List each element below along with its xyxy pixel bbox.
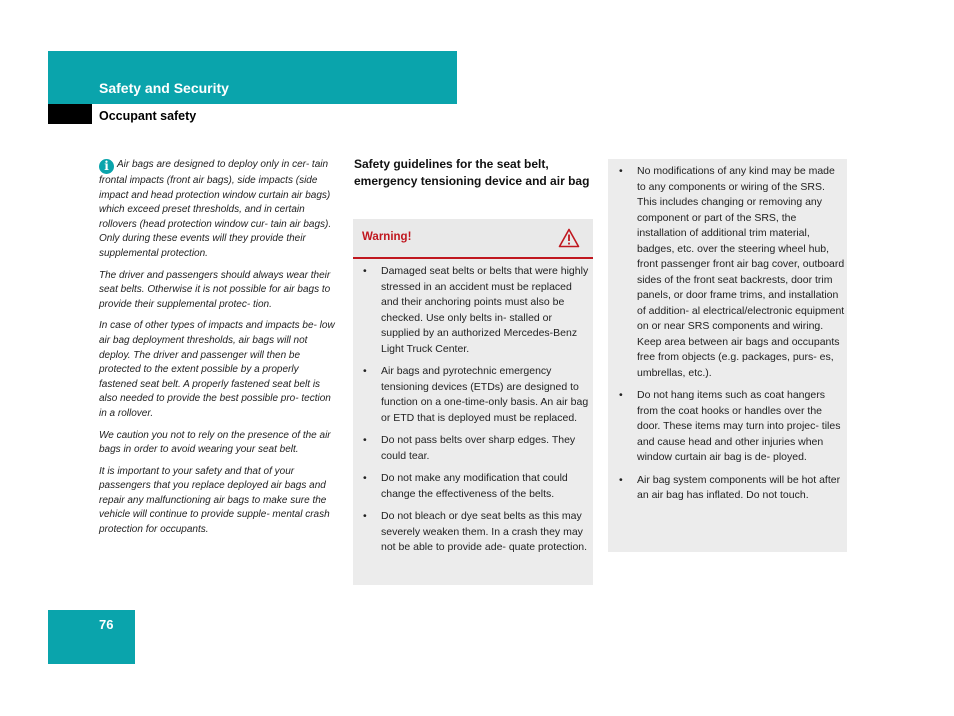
warning-triangle-icon <box>558 228 580 248</box>
paragraph: The driver and passengers should always wear their seat belts. Otherwise it is not possible for air bags to provide their supplemental protec- tion. <box>99 269 331 310</box>
safety-guidelines-heading: Safety guidelines for the seat belt, emergency tensioning device and air bag <box>354 157 590 188</box>
subsection-title: Occupant safety <box>99 109 197 123</box>
list-item: • Do not hang items such as coat hangers from the coat hooks or handles over the door. These items may turn into projec- tiles and cause head and other injuries when window curtain air bag is de- ployed. <box>609 388 845 466</box>
srs-warning-list <box>609 164 845 511</box>
paragraph: We caution you not to rely on the presence of the air bags in order to avoid wearing your seat belt. <box>99 429 331 456</box>
section-marker <box>48 104 92 124</box>
paragraph-text: Air bags are designed to deploy only in cer- tain frontal impacts (front air bags), side impacts (side impact and head protection window curtain air bags) which exceed preset thresholds, and in certain rollovers (head protection window cur- tain air bags). Only during these events will they provide their supplemental protection. <box>99 159 332 259</box>
left-column <box>99 158 339 545</box>
header-band <box>48 51 457 104</box>
warning-list <box>353 264 589 563</box>
list-item: • Air bag system components will be hot after an air bag has inflated. Do not touch. <box>609 473 845 504</box>
srs-warning-box <box>608 159 847 552</box>
warning-box <box>353 219 593 585</box>
list-item: • No modifications of any kind may be made to any components or wiring of the SRS. This includes changing or removing any component or part of the SRS, the installation of additional trim material, badges, etc. over the steering wheel hub, front passenger front air bag cover, outboard sides of the front seat backrests, door trim panels, or door frame trims, and installation of addition- al electrical/electronic equipment on or near SRS components and wiring. Keep area between air bags and occupants free from objects (e.g. packages, purs- es, umbrellas, etc.). <box>609 164 845 381</box>
warning-header <box>353 219 593 259</box>
paragraph: It is important to your safety and that of your passengers that you replace deployed air bags and repair any malfunctioning air bags to make sure the vehicle will continue to provide supple- mental crash protection for occupants. <box>99 465 330 536</box>
paragraph: In case of other types of impacts and impacts be- low air bag deployment thresholds, air bags will not deploy. The driver and passenger will then be protected to the extent possible by a properly fastened seat belt. A properly fastened seat belt is also needed to provide the best possible pro- tection in a rollover. <box>99 320 335 419</box>
paragraph <box>99 158 339 262</box>
warning-label: Warning! <box>362 231 412 243</box>
list-item: • Do not make any modification that could change the effectiveness of the belts. <box>353 471 589 502</box>
list-item: • Do not bleach or dye seat belts as this may severely weaken them. In a crash they may not be able to provide ade- quate protection. <box>353 509 589 556</box>
info-icon: i <box>99 159 114 174</box>
page-number: 76 <box>99 617 114 632</box>
list-item: • Damaged seat belts or belts that were highly stressed in an accident must be replaced and their anchoring points must also be checked. Use only belts in- stalled or supplied by an authorized Mercedes-Benz Light Truck Center. <box>353 264 589 357</box>
list-item: • Do not pass belts over sharp edges. They could tear. <box>353 433 589 464</box>
section-title: Safety and Security <box>99 80 229 96</box>
page-number-box <box>48 610 135 664</box>
list-item: • Air bags and pyrotechnic emergency tensioning devices (ETDs) are designed to function on a one-time-only basis. An air bag or ETD that is deployed must be replaced. <box>353 364 589 426</box>
